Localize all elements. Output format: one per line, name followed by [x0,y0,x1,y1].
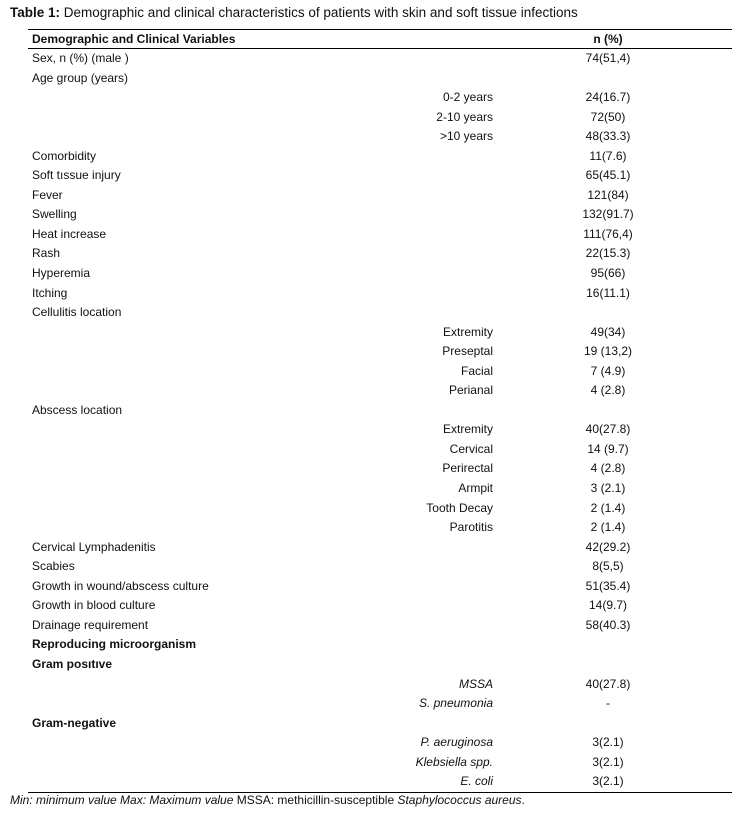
row-variable: Sex, n (%) (male ) [32,51,129,65]
row-subcategory: Tooth Decay [426,500,493,515]
row-value: 42(29.2) [585,539,631,554]
row-subcategory: 0-2 years [442,90,493,105]
table-row [28,362,732,382]
table-caption [10,5,578,20]
table-row [28,479,732,499]
table-header-row [28,30,732,48]
row-variable: Drainage requirement [32,617,149,632]
table-row [28,557,732,577]
table-row [28,655,732,675]
row-subcategory: Cervical [449,441,493,456]
row-variable: Gram posıtıve [32,656,113,671]
table-row [28,616,732,636]
row-value: 3(2.1) [592,754,624,769]
table-row [28,381,732,401]
row-value: 4 (2.8) [590,461,626,476]
row-subcategory: Extremity [442,324,493,339]
row-subcategory: Extremity [442,422,493,437]
row-value: 74(51,4) [585,51,631,65]
table-row [28,303,732,323]
row-value: 121(84) [587,187,629,202]
row-variable: Swelling [32,207,77,222]
row-variable: Comorbidity [32,148,97,163]
table-row [28,499,732,519]
row-value: 19 (13,2) [583,344,633,359]
table-row [28,459,732,479]
footnote-abbrev-minmax: Min: minimum value Max: Maximum value [10,793,234,807]
row-value: 132(91.7) [582,207,634,222]
row-value: 8(5,5) [592,559,624,574]
row-variable: Gram-negative [32,715,117,730]
row-value: 2 (1.4) [590,520,626,535]
row-value: 95(66) [590,266,626,281]
row-value: 22(15.3) [585,246,631,261]
table-row [28,694,732,714]
row-value: 72(50) [590,109,626,124]
row-value: 4 (2.8) [590,383,626,398]
table-row [28,244,732,264]
row-variable: Hyperemia [32,266,91,281]
row-value: 2 (1.4) [590,500,626,515]
row-variable: Growth in blood culture [32,598,156,613]
table-row [28,753,732,773]
row-value: 24(16.7) [585,90,631,105]
table-row [28,577,732,597]
header-n-percent: n (%) [593,32,623,46]
table-row [28,284,732,304]
row-variable: Cervical Lymphadenitis [32,539,156,554]
table-body [28,49,732,792]
table-row [28,323,732,343]
row-subcategory: P. aeruginosa [420,735,493,750]
table-row [28,108,732,128]
row-subcategory: Preseptal [442,344,493,359]
row-variable: Growth in wound/abscess culture [32,578,209,593]
table-caption-label: Table 1: [10,5,61,20]
header-variables: Demographic and Clinical Variables [32,32,236,46]
characteristics-table [28,29,732,793]
table-row [28,225,732,245]
table-row [28,772,732,792]
row-value: 11(7.6) [589,148,627,163]
row-subcategory: Perianal [448,383,493,398]
row-value: 14 (9.7) [587,441,629,456]
table-row [28,596,732,616]
row-value: - [606,696,610,711]
row-variable: Reproducing microorganism [32,637,197,652]
row-variable: Rash [32,246,61,261]
table-row [28,401,732,421]
row-value: 111(76,4) [583,226,633,241]
row-variable: Cellulitis location [32,305,122,320]
table-row [28,714,732,734]
row-subcategory: Perirectal [442,461,493,476]
row-subcategory: Armpit [458,481,493,496]
table-row [28,69,732,89]
row-value: 3(2.1) [592,774,624,789]
row-value: 65(45.1) [585,168,631,183]
row-subcategory: MSSA [458,676,493,691]
table-row [28,186,732,206]
table-row [28,538,732,558]
table-footnote [10,793,525,807]
table-row [28,264,732,284]
table-row [28,635,732,655]
row-variable: Abscess location [32,402,123,417]
table-row [28,166,732,186]
table-row [28,147,732,167]
row-subcategory: S. pneumonia [418,696,493,711]
row-subcategory: Parotitis [449,520,493,535]
table-row [28,205,732,225]
footnote-organism: Staphylococcus aureus [397,793,522,807]
row-variable: Itching [32,285,68,300]
table-row [28,675,732,695]
table-row [28,518,732,538]
row-subcategory: Facial [460,363,493,378]
table-row [28,440,732,460]
row-variable: Scabies [32,559,75,574]
row-value: 3 (2.1) [590,481,626,496]
row-value: 14(9.7) [588,598,628,613]
row-value: 58(40.3) [585,617,631,632]
row-subcategory: E. coli [460,774,493,789]
row-value: 3(2.1) [592,735,624,750]
table-row [28,342,732,362]
row-value: 7 (4.9) [590,363,626,378]
row-subcategory: >10 years [439,129,493,144]
table-row [28,420,732,440]
row-variable: Fever [32,187,63,202]
row-value: 16(11.1) [586,285,630,300]
row-value: 40(27.8) [585,676,631,691]
table-caption-text: Demographic and clinical characteristics of patients with skin and soft tissue infections [60,5,578,20]
footnote-abbrev-mssa: MSSA: methicillin-susceptible [233,793,398,807]
row-subcategory: Klebsiella spp. [415,754,493,769]
row-value: 40(27.8) [585,422,631,437]
row-variable: Heat increase [32,226,107,241]
table-row [28,88,732,108]
footnote-period: . [521,793,525,807]
row-value: 48(33.3) [585,129,631,144]
table-row [28,49,732,69]
row-variable: Age group (years) [32,70,129,85]
table-row [28,733,732,753]
row-value: 51(35.4) [585,578,631,593]
row-value: 49(34) [590,324,626,339]
row-subcategory: 2-10 years [436,109,493,124]
table-row [28,127,732,147]
row-variable: Soft tıssue injury [32,168,121,183]
